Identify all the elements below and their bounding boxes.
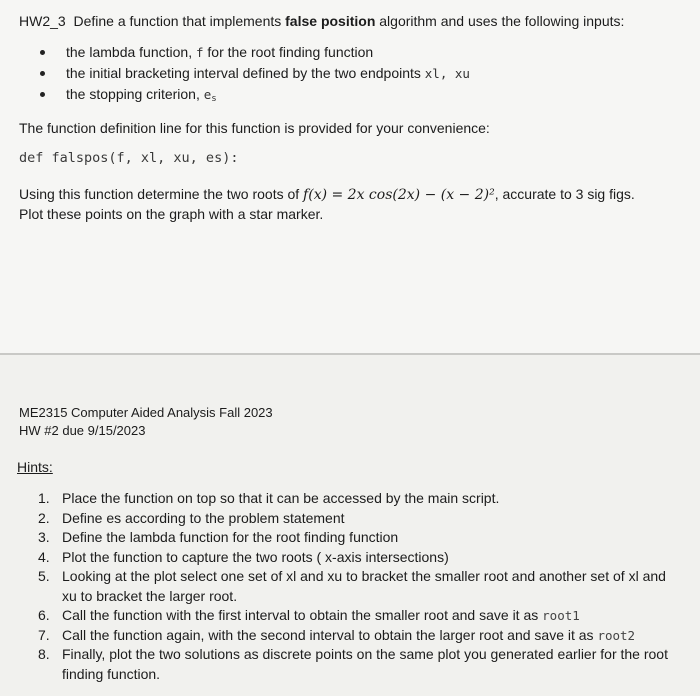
problem-heading xyxy=(19,13,624,29)
code-root2: root2 xyxy=(597,627,636,643)
hint-item: 3. Define the lambda function for the root finding function xyxy=(38,529,399,545)
input-item-interval: the initial bracketing interval defined by the two endpoints xl, xu xyxy=(38,63,470,84)
hw-label: HW2_3 xyxy=(19,13,66,29)
course-info xyxy=(19,404,273,440)
course-title: ME2315 Computer Aided Analysis Fall 2023 xyxy=(19,405,273,420)
hint-item: 1. Place the function on top so that it can be accessed by the main script. xyxy=(38,490,500,506)
input-code-es: $e_s$ xyxy=(203,87,217,104)
due-date: HW #2 due 9/15/2023 xyxy=(19,423,146,438)
definition-intro: The function definition line for this function is provided for your convenience: xyxy=(19,120,490,136)
heading-bold-term: false position xyxy=(285,13,376,29)
heading-text-before: Define a function that implements xyxy=(73,13,282,29)
instruction-line-1: Using this function determine the two roots of f(x) = 2x cos(2x) − (x − 2)², accurate to 3 sig figs. xyxy=(19,186,635,203)
heading-text-after: algorithm and uses the following inputs: xyxy=(379,13,625,29)
input-item-criterion: the stopping criterion, $e_s$ xyxy=(38,84,470,105)
input-code-f: f xyxy=(195,45,204,60)
hints-list xyxy=(38,489,678,684)
hints-heading: Hints: xyxy=(17,459,53,475)
hint-item: 6. Call the function with the first interval to obtain the smaller root and save it as root1 xyxy=(38,607,580,623)
hint-item: 4. Plot the function to capture the two roots ( x-axis intersections) xyxy=(38,548,449,565)
instruction-line-2: Plot these points on the graph with a star marker. xyxy=(19,206,324,222)
input-list xyxy=(38,42,470,105)
input-code-xl-xu: xl, xu xyxy=(424,66,470,81)
hint-item: 2. Define es according to the problem statement xyxy=(38,509,345,526)
function-formula: f(x) = 2x cos(2x) − (x − 2)² xyxy=(303,187,495,203)
definition-code: def falspos(f, xl, xu, es): xyxy=(19,150,239,166)
hint-item: 7. Call the function again, with the second interval to obtain the larger root and save it as root2 xyxy=(38,626,636,643)
code-root1: root1 xyxy=(542,608,580,623)
hint-item: 8. Finally, plot the two solutions as discrete points on the same plot you generated earlier for the root finding function. xyxy=(38,646,668,682)
input-item-lambda: the lambda function, f for the root finding function xyxy=(38,42,470,63)
hint-item: 5. Looking at the plot select one set of xl and xu to bracket the smaller root and another set of xl and xu to bracket the larger root. xyxy=(38,568,666,604)
